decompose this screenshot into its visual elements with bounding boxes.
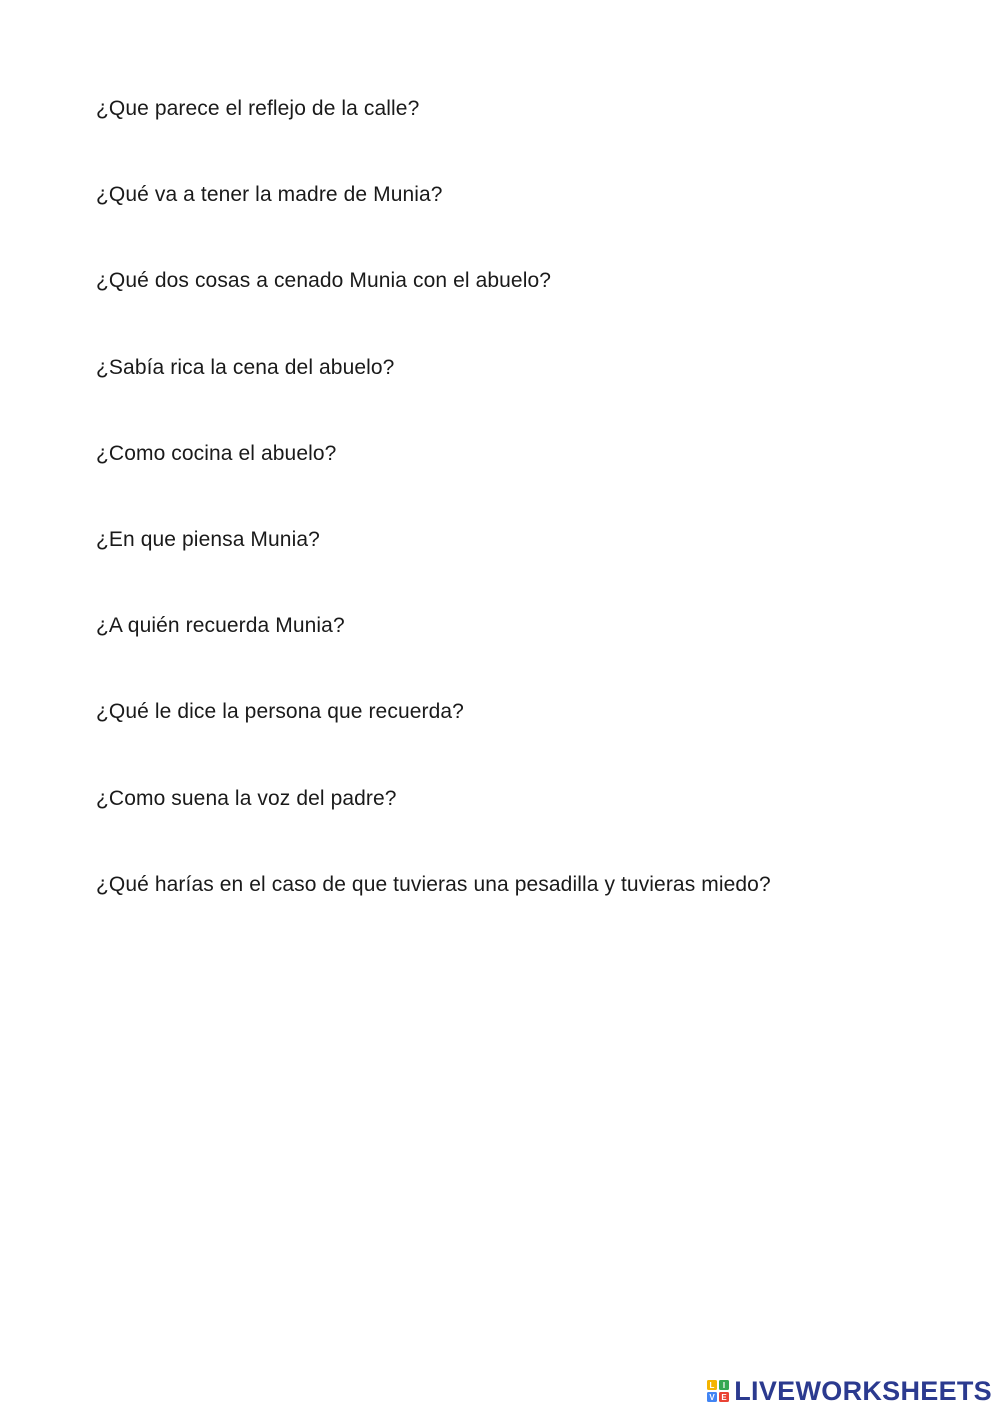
question-1: ¿Que parece el reflejo de la calle?: [96, 97, 420, 120]
question-2: ¿Qué va a tener la madre de Munia?: [96, 183, 443, 207]
question-8: ¿Qué le dice la persona que recuerda?: [96, 700, 464, 724]
liveworksheets-branding: [706, 1377, 992, 1405]
svg-text:E: E: [721, 1393, 727, 1403]
question-4: ¿Sabía rica la cena del abuelo?: [96, 355, 395, 379]
svg-text:L: L: [709, 1381, 715, 1391]
question-9: ¿Como suena la voz del padre?: [96, 786, 397, 810]
svg-text:I: I: [723, 1381, 726, 1391]
question-5: ¿Como cocina el abuelo?: [96, 441, 337, 465]
question-10: ¿Qué harías en el caso de que tuvieras una pesadilla y tuvieras miedo?: [96, 872, 771, 896]
question-7: ¿A quién recuerda Munia?: [96, 614, 345, 638]
svg-text:V: V: [709, 1393, 715, 1403]
liveworksheets-wordmark: LIVEWORKSHEETS: [734, 1376, 992, 1406]
question-3: ¿Qué dos cosas a cenado Munia con el abuelo?: [96, 269, 552, 293]
liveworksheets-logo-icon: [706, 1379, 730, 1403]
question-list: [96, 96, 956, 958]
question-6: ¿En que piensa Munia?: [96, 527, 320, 551]
